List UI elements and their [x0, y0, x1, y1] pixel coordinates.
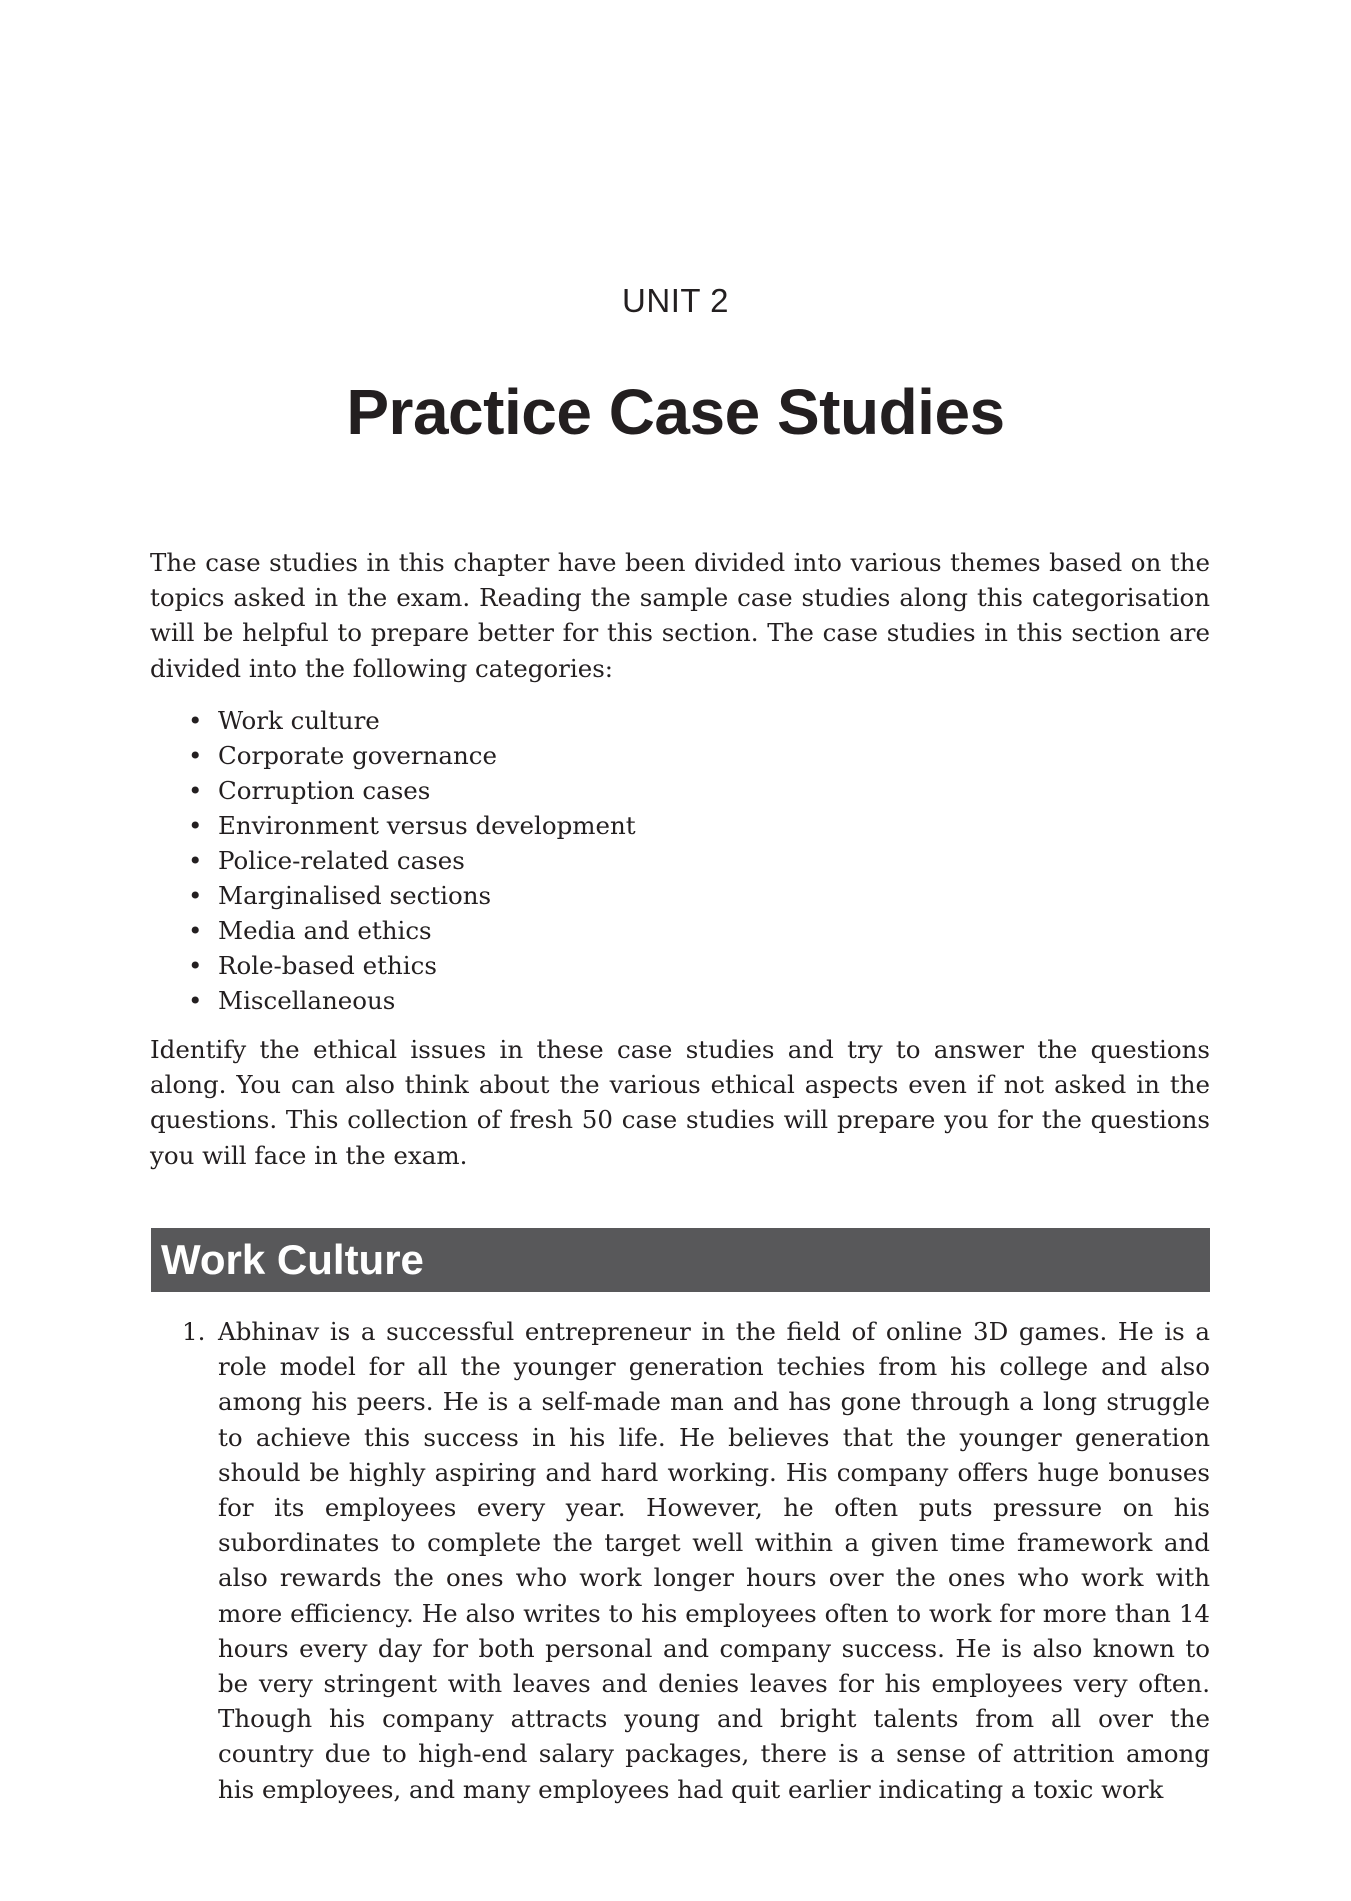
bullet-icon: • — [188, 811, 203, 840]
category-label: Marginalised sections — [218, 881, 492, 910]
section-heading: Work Culture — [161, 1236, 424, 1283]
bullet-icon: • — [188, 986, 203, 1015]
bullet-icon: • — [188, 951, 203, 980]
bullet-icon: • — [188, 881, 203, 910]
category-item — [150, 983, 1210, 1018]
category-label: Role-based ethics — [218, 951, 437, 980]
category-list — [150, 703, 1210, 1018]
section-heading-bar — [151, 1228, 1210, 1292]
category-item — [150, 843, 1210, 878]
category-label: Work culture — [218, 706, 380, 735]
category-item — [150, 913, 1210, 948]
case-study-item — [150, 1314, 1210, 1807]
case-study-list — [150, 1314, 1210, 1807]
category-label: Media and ethics — [218, 916, 432, 945]
closing-paragraph: Identify the ethical issues in these case studies and try to answer the questions along. You can also think about the various ethical aspects even if not asked in the questions. This collection of fresh 50 case studies will prepare you for the questions you will face in the exam. — [150, 1035, 1210, 1170]
bullet-icon: • — [188, 846, 203, 875]
category-item — [150, 773, 1210, 808]
category-item — [150, 738, 1210, 773]
category-item — [150, 878, 1210, 913]
category-item — [150, 703, 1210, 738]
category-label: Miscellaneous — [218, 986, 396, 1015]
bullet-icon: • — [188, 776, 203, 805]
case-study-number: 1. — [182, 1317, 206, 1346]
unit-label: UNIT 2 — [622, 282, 729, 319]
bullet-icon: • — [188, 741, 203, 770]
intro-paragraph: The case studies in this chapter have been divided into various themes based on the topics asked in the exam. Reading the sample case studies along this categorisation will be helpful to prepare better for this section. The case studies in this section are divided into the following categories: — [150, 548, 1210, 683]
category-label: Corporate governance — [218, 741, 497, 770]
chapter-title: Practice Case Studies — [346, 376, 1005, 448]
category-item — [150, 808, 1210, 843]
category-label: Environment versus development — [218, 811, 636, 840]
bullet-icon: • — [188, 706, 203, 735]
category-item — [150, 948, 1210, 983]
case-study-text: Abhinav is a successful entrepreneur in the field of online 3D games. He is a role model for all the younger generation techies from his college and also among his peers. He is a self-made man and has gone through a long struggle to achieve this success in his life. He believes that the younger generation should be highly aspiring and hard working. His company offers huge bonuses for its employees every year. However, he often puts pressure on his subordinates to complete the target well within a given time framework and also rewards the ones who work longer hours over the ones who work with more efficiency. He also writes to his employees often to work for more than 14 hours every day for both personal and company success. He is also known to be very stringent with leaves and denies leaves for his employees very often. Though his company attracts young and bright talents from all over the country due to high-end salary packages, there is a sense of attrition among his employees, and many employees had quit earlier indicating a toxic work — [218, 1317, 1210, 1804]
category-label: Police-related cases — [218, 846, 465, 875]
bullet-icon: • — [188, 916, 203, 945]
category-label: Corruption cases — [218, 776, 431, 805]
